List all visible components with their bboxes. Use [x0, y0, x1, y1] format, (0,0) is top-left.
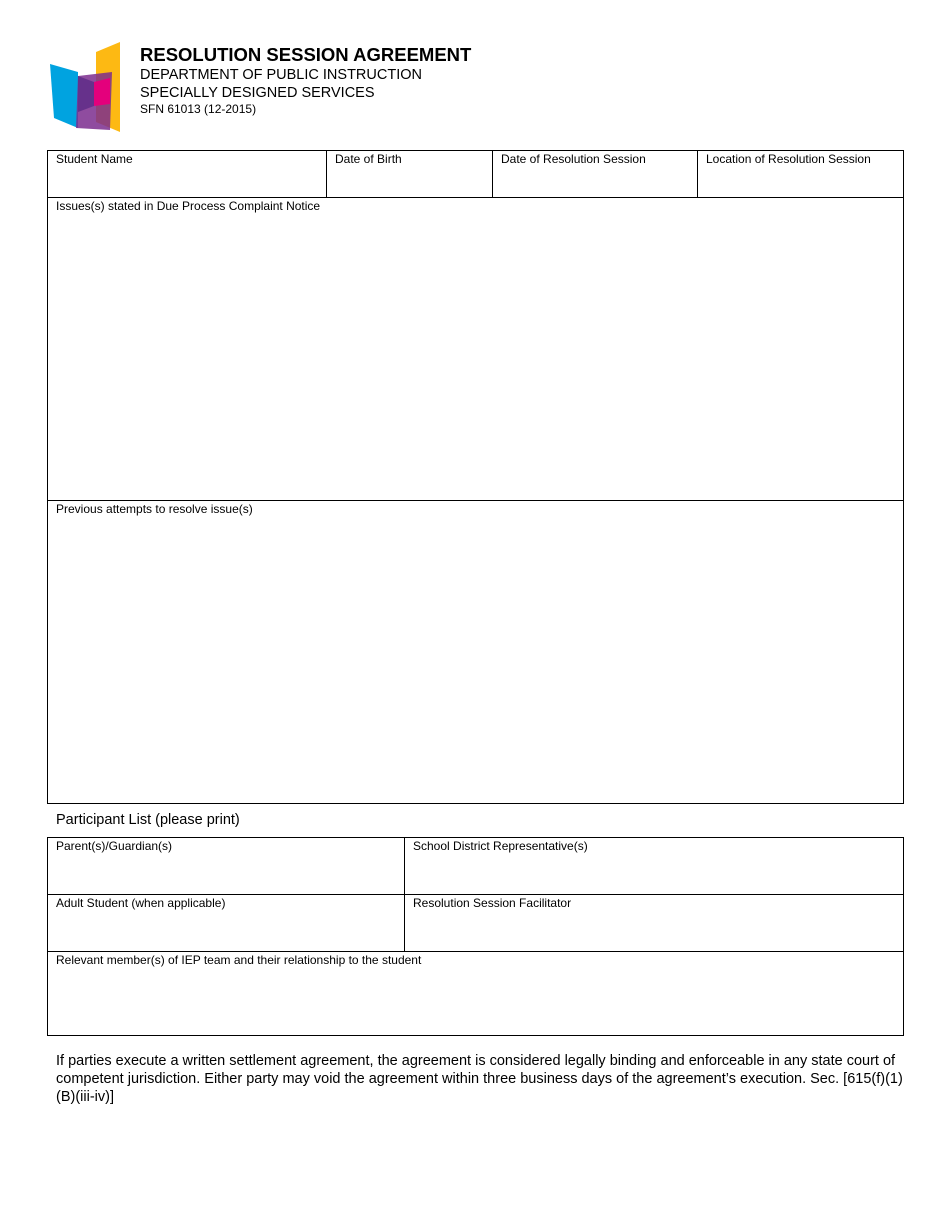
- participant-table: [47, 837, 904, 1036]
- student-name-field[interactable]: [48, 151, 327, 198]
- date-of-birth-label: Date of Birth: [335, 152, 402, 166]
- facilitator-field[interactable]: [405, 895, 904, 952]
- form-header: [140, 44, 471, 117]
- district-rep-label: School District Representative(s): [413, 839, 588, 853]
- form-title: RESOLUTION SESSION AGREEMENT: [140, 44, 472, 65]
- date-of-birth-field[interactable]: [327, 151, 493, 198]
- form-number: SFN 61013 (12-2015): [140, 102, 257, 116]
- student-info-table: [47, 150, 904, 804]
- session-location-label: Location of Resolution Session: [706, 152, 871, 166]
- department-name: DEPARTMENT OF PUBLIC INSTRUCTION: [140, 67, 422, 83]
- division-name: SPECIALLY DESIGNED SERVICES: [140, 85, 375, 101]
- issues-label: Issues(s) stated in Due Process Complaint Notice: [56, 199, 321, 213]
- adult-student-field[interactable]: [48, 895, 405, 952]
- iep-members-label: Relevant member(s) of IEP team and their relationship to the student: [56, 953, 422, 967]
- legal-note: If parties execute a written settlement agreement, the agreement is considered legally binding and enforceable in any state court of competent jurisdiction. Either party may void the agreement within three business days of the agreement’s execution. Sec. [615(f)(1)(B)(iii-iv)]: [56, 1053, 903, 1105]
- issues-field[interactable]: [48, 198, 904, 501]
- iep-members-field[interactable]: [48, 952, 904, 1036]
- student-name-label: Student Name: [56, 152, 133, 166]
- previous-attempts-label: Previous attempts to resolve issue(s): [56, 502, 253, 516]
- session-date-label: Date of Resolution Session: [501, 152, 646, 166]
- parents-field[interactable]: [48, 838, 405, 895]
- adult-student-label: Adult Student (when applicable): [56, 896, 226, 910]
- district-rep-field[interactable]: [405, 838, 904, 895]
- session-location-field[interactable]: [698, 151, 904, 198]
- participant-list-heading: Participant List (please print): [56, 812, 240, 828]
- previous-attempts-field[interactable]: [48, 501, 904, 804]
- parents-label: Parent(s)/Guardian(s): [56, 839, 173, 853]
- session-date-field[interactable]: [493, 151, 698, 198]
- facilitator-label: Resolution Session Facilitator: [413, 896, 572, 910]
- dpi-logo-icon: [50, 42, 122, 132]
